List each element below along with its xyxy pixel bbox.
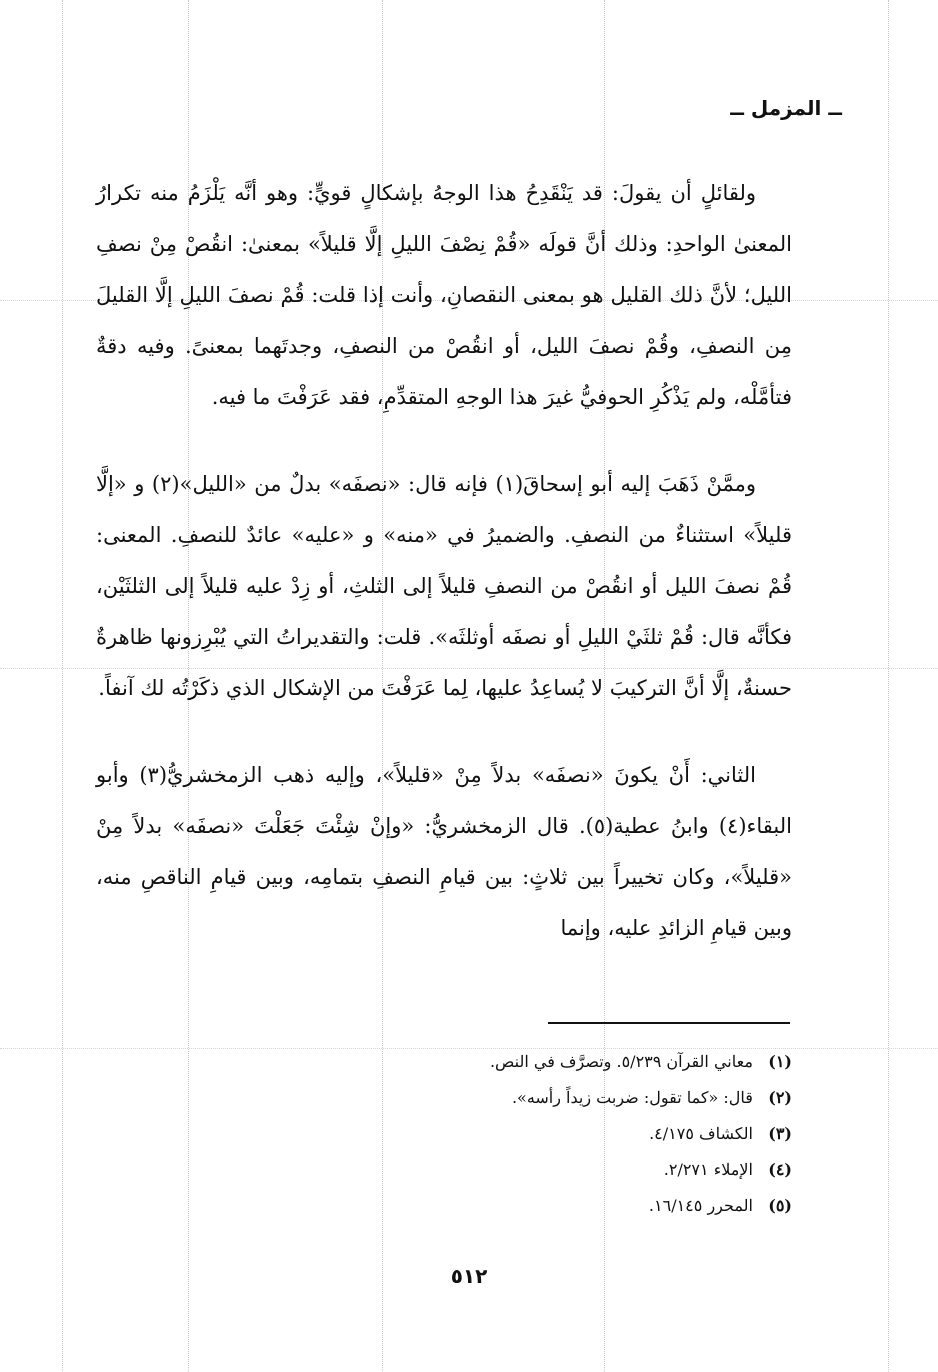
footnote: [232, 1080, 792, 1116]
footnote-separator: [548, 1022, 790, 1024]
scan-guide-vertical: [888, 0, 889, 1372]
paragraph-3: الثاني: أَنْ يكونَ «نصفَه» بدلاً مِنْ «قليلاً»، وإليه ذهب الزمخشريُّ(٣) وأبو البقاء(٤) وابنُ عطية(٥). قال الزمخشريُّ: «وإنْ شِئْتَ جَعَلْتَ «نصفَه» بدلاً مِنْ «قليلاً»، وكان تخييراً بين ثلاثٍ: بين قيامِ النصفِ بتمامِه، وبين قيامِ الناقصِ منه، وبين قيامِ الزائدِ عليه، وإنما: [96, 763, 792, 940]
footnote-text: المحرر ١٦/١٤٥.: [648, 1196, 753, 1215]
footnote-number: (٣): [768, 1124, 792, 1143]
footnote-text: الكشاف ٤/١٧٥.: [649, 1124, 753, 1143]
footnote-number: (٥): [768, 1196, 792, 1215]
footnote-number: (١): [768, 1052, 792, 1071]
paragraph-1: ولقائلٍ أن يقولَ: قد يَنْقَدِحُ هذا الوجهُ بإشكالٍ قويٍّ: وهو أنَّه يَلْزَمُ منه تكرارُ المعنىٰ الواحدِ: وذلك أنَّ قولَه «قُمْ نِصْفَ الليلِ إلَّا قليلاً» بمعنىٰ: انقُصْ مِنْ نصفِ الليل؛ لأنَّ ذلك القليل هو بمعنى النقصانِ، وأنت إذا قلت: قُمْ نصفَ الليلِ إلَّا القليلَ مِن النصفِ، وقُمْ نصفَ الليل، أو انقُصْ من النصفِ، وجدتَهما بمعنىً. وفيه دقةٌ فتأمَّلْه، ولم يَذْكُرِ الحوفيُّ غيرَ هذا الوجهِ المتقدِّمِ، فقد عَرَفْتَ ما فيه.: [96, 181, 792, 409]
footnote: [232, 1116, 792, 1152]
page-number: ٥١٢: [450, 1264, 488, 1288]
footnote-text: معاني القرآن ٥/٢٣٩. وتصرَّف في النص.: [489, 1052, 753, 1071]
main-text: [96, 168, 792, 990]
footnote: [232, 1152, 792, 1188]
paragraph-2: وممَّنْ ذَهَبَ إليه أبو إسحاقَ(١) فإنه قال: «نصفَه» بدلٌ من «الليل»(٢) و «إلَّا قليلاً» استثناءٌ من النصفِ. والضميرُ في «منه» و «عليه» عائدٌ للنصفِ. المعنى: قُمْ نصفَ الليل أو انقُصْ من النصفِ قليلاً إلى الثلثِ، أو زِدْ عليه قليلاً إلى الثلثَيْن، فكأنَّه قال: قُمْ ثلثَيْ الليلِ أو نصفَه أوثلثَه». قلت: والتقديراتُ التي يُبْرِزونها ظاهرةٌ حسنةٌ، إلَّا أنَّ التركيبَ لا يُساعِدُ عليها، لِما عَرَفْتَ من الإشكال الذي ذكَرْتُه لك آنفاً.: [96, 472, 792, 700]
footnote-number: (٤): [768, 1160, 792, 1179]
footnote-text: قال: «كما تقول: ضربت زيداً رأسه».: [511, 1088, 753, 1107]
footnote-text: الإملاء ٢/٢٧١.: [663, 1160, 753, 1179]
footnote: [232, 1044, 792, 1080]
running-header: ــ المزمل ــ: [730, 96, 842, 120]
scan-guide-vertical: [62, 0, 63, 1372]
footnotes-list: [232, 1044, 792, 1224]
footnote-number: (٢): [768, 1088, 792, 1107]
footnote: [232, 1188, 792, 1224]
